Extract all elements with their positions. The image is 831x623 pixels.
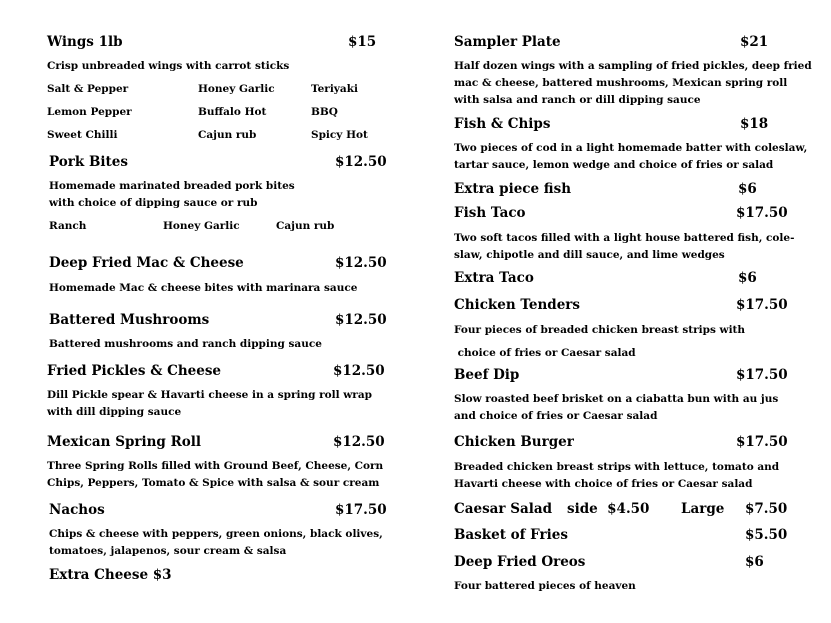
item-price-extra-fish: $6 — [738, 181, 757, 197]
item-name-nachos: Nachos — [49, 502, 105, 518]
item-price-fish-chips: $18 — [740, 116, 769, 132]
item-desc-fish-taco: slaw, chipotle and dill sauce, and lime wedges — [454, 249, 725, 261]
item-price-sampler: $21 — [740, 34, 769, 50]
wing-flavor: Spicy Hot — [311, 129, 368, 141]
pork-sauce: Honey Garlic — [163, 220, 240, 232]
item-desc-sampler: with salsa and ranch or dill dipping sauce — [454, 94, 701, 106]
item-name-chicken-burger: Chicken Burger — [454, 434, 574, 450]
item-desc-pork: Homemade marinated breaded pork bites — [49, 180, 295, 192]
item-name-extra-fish: Extra piece fish — [454, 181, 572, 197]
item-desc-pork: with choice of dipping sauce or rub — [49, 197, 258, 209]
item-desc-chicken-burger: Breaded chicken breast strips with lettuce, tomato and — [454, 461, 780, 473]
item-desc-fish-chips: Two pieces of cod in a light homemade batter with coleslaw, — [454, 142, 808, 154]
item-name-beef-dip: Beef Dip — [454, 367, 520, 383]
item-desc-fish-taco: Two soft tacos filled with a light house battered fish, cole- — [454, 232, 795, 244]
item-desc-wings: Crisp unbreaded wings with carrot sticks — [47, 60, 290, 72]
item-desc-chicken-tenders: choice of fries or Caesar salad — [454, 347, 636, 359]
item-name-mushrooms: Battered Mushrooms — [49, 312, 210, 328]
wing-flavor: Salt & Pepper — [47, 83, 129, 95]
item-price-nachos: $17.50 — [335, 502, 387, 518]
item-desc-nachos: tomatoes, jalapenos, sour cream & salsa — [49, 545, 287, 557]
item-desc-mac: Homemade Mac & cheese bites with marinara sauce — [49, 282, 358, 294]
wing-flavor: Sweet Chilli — [47, 129, 118, 141]
item-price-oreos: $6 — [745, 554, 764, 570]
item-desc-beef-dip: and choice of fries or Caesar salad — [454, 410, 658, 422]
item-price-chicken-tenders: $17.50 — [736, 297, 788, 313]
item-name-caesar: Caesar Salad — [454, 501, 553, 517]
item-price-wings: $15 — [348, 34, 377, 50]
wing-flavor: Lemon Pepper — [47, 106, 132, 118]
item-desc-chicken-tenders: Four pieces of breaded chicken breast strips with — [454, 324, 746, 336]
item-name-fish-taco: Fish Taco — [454, 205, 526, 221]
item-price-fish-taco: $17.50 — [736, 205, 788, 221]
item-price-caesar-side: side $4.50 — [567, 501, 650, 517]
item-price-caesar-large: $7.50 — [745, 501, 788, 517]
wing-flavor: Buffalo Hot — [198, 106, 267, 118]
item-price-extra-taco: $6 — [738, 270, 757, 286]
item-name-sampler: Sampler Plate — [454, 34, 561, 50]
item-desc-chicken-burger: Havarti cheese with choice of fries or Caesar salad — [454, 478, 753, 490]
wing-flavor: Honey Garlic — [198, 83, 275, 95]
caesar-large-label: Large — [681, 501, 725, 517]
item-name-mac: Deep Fried Mac & Cheese — [49, 255, 244, 271]
item-name-pickles: Fried Pickles & Cheese — [47, 363, 222, 379]
item-price-chicken-burger: $17.50 — [736, 434, 788, 450]
item-name-chicken-tenders: Chicken Tenders — [454, 297, 581, 313]
item-name-oreos: Deep Fried Oreos — [454, 554, 586, 570]
wing-flavor: Teriyaki — [311, 83, 358, 95]
item-desc-pickles: with dill dipping sauce — [47, 406, 182, 418]
item-desc-oreos: Four battered pieces of heaven — [454, 580, 636, 592]
wing-flavor: BBQ — [311, 106, 338, 118]
item-extra-cheese: Extra Cheese $3 — [49, 567, 172, 583]
item-price-spring-roll: $12.50 — [333, 434, 385, 450]
item-name-wings: Wings 1lb — [47, 34, 123, 50]
item-desc-sampler: Half dozen wings with a sampling of fried pickles, deep fried — [454, 60, 812, 72]
item-price-pork: $12.50 — [335, 154, 387, 170]
item-price-fries: $5.50 — [745, 527, 788, 543]
pork-sauce: Ranch — [49, 220, 87, 232]
wing-flavor: Cajun rub — [198, 129, 257, 141]
item-desc-nachos: Chips & cheese with peppers, green onions, black olives, — [49, 528, 383, 540]
item-name-fries: Basket of Fries — [454, 527, 568, 543]
item-desc-spring-roll: Chips, Peppers, Tomato & Spice with salsa & sour cream — [47, 477, 380, 489]
item-desc-mushrooms: Battered mushrooms and ranch dipping sauce — [49, 338, 322, 350]
item-name-fish-chips: Fish & Chips — [454, 116, 551, 132]
item-price-mushrooms: $12.50 — [335, 312, 387, 328]
item-desc-spring-roll: Three Spring Rolls filled with Ground Beef, Cheese, Corn — [47, 460, 384, 472]
item-price-pickles: $12.50 — [333, 363, 385, 379]
pork-sauce: Cajun rub — [276, 220, 335, 232]
item-name-spring-roll: Mexican Spring Roll — [47, 434, 202, 450]
item-desc-sampler: mac & cheese, battered mushrooms, Mexican spring roll — [454, 77, 788, 89]
item-name-extra-taco: Extra Taco — [454, 270, 534, 286]
item-desc-fish-chips: tartar sauce, lemon wedge and choice of fries or salad — [454, 159, 774, 171]
item-desc-pickles: Dill Pickle spear & Havarti cheese in a spring roll wrap — [47, 389, 372, 401]
item-name-pork: Pork Bites — [49, 154, 128, 170]
item-price-mac: $12.50 — [335, 255, 387, 271]
item-desc-beef-dip: Slow roasted beef brisket on a ciabatta bun with au jus — [454, 393, 779, 405]
item-price-beef-dip: $17.50 — [736, 367, 788, 383]
